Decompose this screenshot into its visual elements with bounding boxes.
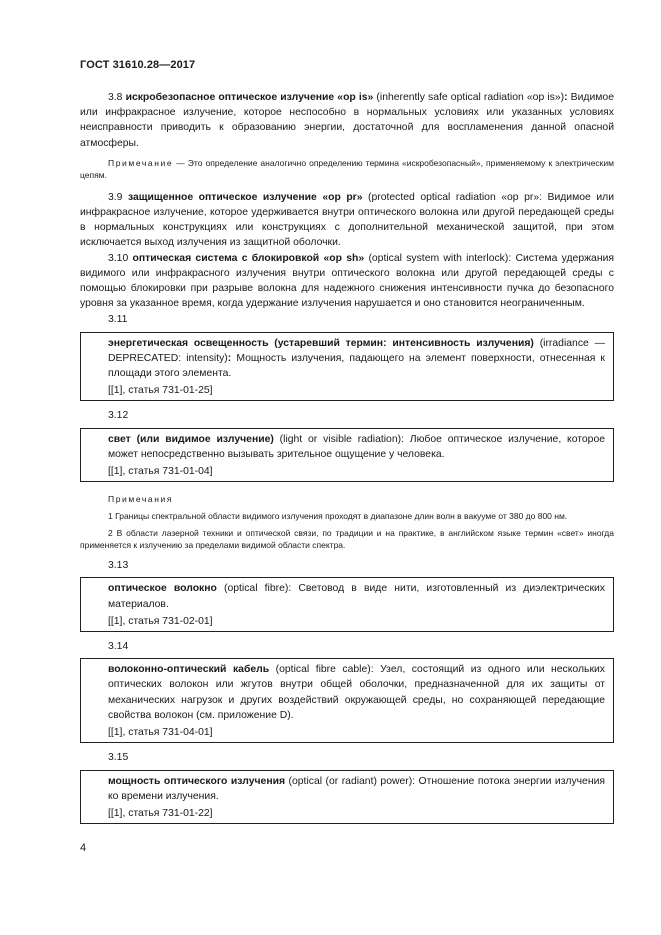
clause-number-3-13: 3.13: [108, 560, 129, 572]
term-entry: [108, 774, 605, 804]
term-definition: Видимое или инфракрасное излучение, которое удерживается внутри оптического волокна или другой передающей среды в нормальных конструкциях или конструкциях с дополнительной механической защитой, при этом исключается выход излучения из защитной оболочки.: [80, 191, 615, 249]
term-colon: :: [564, 92, 568, 103]
clause-3-10: [80, 251, 614, 312]
term-definition: Видимое или инфракрасное излучение, которое неспособно в нормальных условиях или указанных условиях неисправности приводить к образованию энергии, достаточной для воспламенения данной опасной атмосферы.: [80, 92, 614, 149]
clause-number: 3.8: [108, 92, 123, 103]
term-definition: Световод в виде нити, изготовленный из диэлектрических материалов.: [108, 583, 605, 610]
term-ru: защищенное оптическое излучение «op pr»: [127, 191, 363, 203]
clause-3-8-note: [80, 157, 614, 181]
term-definition: Любое оптическое излучение, которое может непосредственно вызывать зрительное ощущение у человека.: [108, 433, 606, 460]
term-entry: [108, 432, 605, 462]
clause-number-3-14: 3.14: [108, 641, 129, 653]
term-ru: свет (или видимое излучение): [108, 433, 274, 445]
document-header: ГОСТ 31610.28—2017: [80, 59, 196, 71]
note-label: Примечание: [108, 157, 174, 168]
term-reference: [[1], статья 731-01-25]: [108, 385, 213, 397]
term-definition: Узел, состоящий из одного или нескольких оптических волокон или жгутов внутри общей оболочки, предназначенной для их защиты от механических нагрузок и других воздействий окружающей среды, но сохраняющей передающие свойства волокон (см. приложение D).: [108, 664, 605, 721]
term-en: (inherently safe optical radiation «op is»): [373, 92, 565, 103]
term-ru: мощность оптического излучения: [108, 775, 286, 787]
term-box-3-15: [80, 770, 614, 825]
term-en: (irradiance — DEPRECATED: intensity): [108, 337, 605, 364]
notes-label: Примечания: [108, 494, 174, 505]
term-reference: [[1], статья 731-02-01]: [108, 615, 213, 627]
page-number: 4: [80, 842, 87, 854]
term-box-3-14: [80, 658, 614, 743]
term-box-3-11: [80, 332, 614, 402]
term-en: (protected optical radiation «op pr»:: [362, 191, 542, 203]
notes-heading: [80, 493, 614, 505]
term-reference: [[1], статья 731-04-01]: [108, 727, 213, 739]
page-content: [80, 90, 614, 824]
term-box-3-12: [80, 428, 614, 483]
term-en: (optical fibre cable):: [269, 664, 374, 676]
clause-number-3-11: 3.11: [108, 314, 128, 326]
note-2: 2 В области лазерной техники и оптической связи, по традиции и на практике, в английском языке термин «свет» иногда применяется к излучению за пределами видимой области спектра.: [80, 528, 614, 551]
term-ru: оптическое волокно: [108, 583, 217, 595]
term-definition: Отношение потока энергии излучения ко времени излучения.: [108, 775, 605, 802]
clause-3-9: [80, 190, 614, 251]
term-en: (optical (or radiant) power):: [285, 775, 416, 787]
term-en: (optical system with interlock):: [364, 252, 512, 264]
term-entry: [108, 336, 605, 382]
term-en: (light or visible radiation):: [273, 433, 404, 445]
clause-number-3-15: 3.15: [108, 752, 129, 764]
term-definition: Мощность излучения, падающего на элемент поверхности, отнесенная к площади этого элемента.: [108, 352, 605, 380]
term-ru: искробезопасное оптическое излучение «op is»: [125, 92, 374, 103]
term-ru: энергетическая освещенность (устаревший термин: интенсивность излучения): [108, 337, 534, 349]
clause-number: 3.9: [108, 191, 123, 203]
term-definition: Система удержания видимого или инфракрасного излучения внутри оптического волокна или другой передающей среды с помощью блокировки при разрыве волокна для надежного снижения интенсивности пучка до безопасного уровня за указанное время, когда удержание излучения нарушается и оно становится неограниченным.: [80, 252, 615, 310]
note-text: — Это определение аналогично определению термина «искробезопасный», применяемому к электрическим цепям.: [80, 157, 614, 180]
clause-number-3-12: 3.12: [108, 410, 129, 422]
term-box-3-13: [80, 577, 614, 632]
term-reference: [[1], статья 731-01-22]: [108, 807, 213, 819]
note-1: 1 Границы спектральной области видимого излучения проходят в диапазоне длин волн в вакууме от 380 до 800 нм.: [108, 511, 568, 522]
term-entry: [108, 581, 605, 611]
term-ru: оптическая система с блокировкой «op sh»: [132, 252, 365, 264]
term-entry: [108, 662, 605, 723]
term-colon: :: [227, 352, 232, 364]
clause-3-8: [80, 90, 614, 151]
term-ru: волоконно-оптический кабель: [108, 664, 270, 676]
clause-number: 3.10: [108, 252, 129, 264]
term-reference: [[1], статья 731-01-04]: [108, 466, 213, 478]
term-en: (optical fibre):: [216, 583, 292, 595]
